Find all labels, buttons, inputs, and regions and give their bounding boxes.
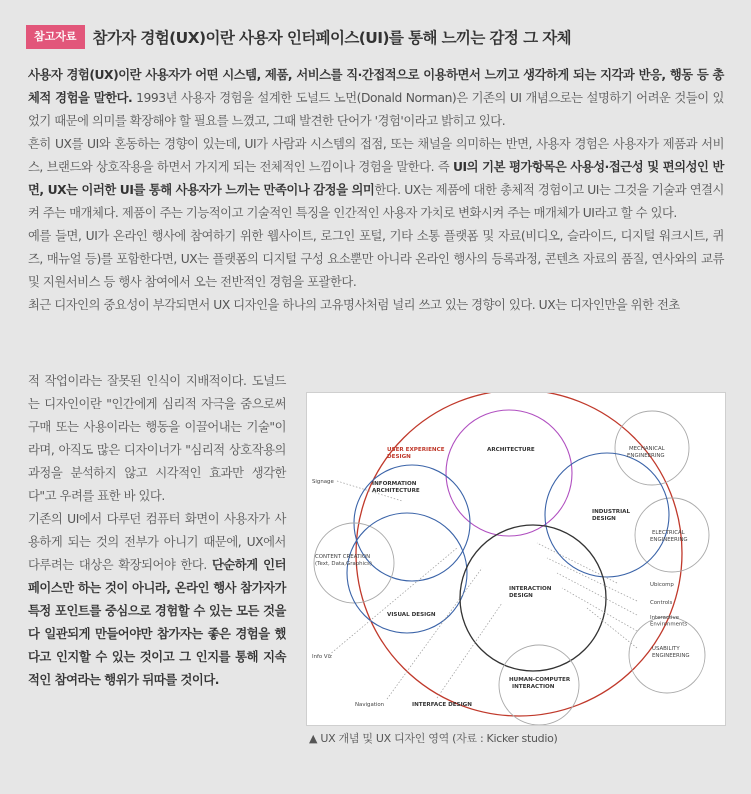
label-signage: Signage — [312, 479, 334, 485]
page-title: 참가자 경험(UX)이란 사용자 인터페이스(UI)를 통해 느끼는 감정 그 자체 — [92, 29, 572, 47]
label-ubicomp: Ubicomp — [650, 582, 674, 588]
industrial-circle — [545, 453, 669, 577]
label-mechanical: MECHANICAL ENGINEERING — [627, 446, 665, 459]
left-column — [28, 370, 286, 692]
section-header — [26, 24, 571, 50]
label-interaction: INTERACTION DESIGN — [509, 586, 552, 599]
paragraph-2-bold: UI의 기본 평가항목은 사용성·접근성 및 편의성인 반면, UX는 이러한 UI를 통해 사용자가 느끼는 만족이나 감정을 의미 — [28, 160, 724, 197]
paragraph-2 — [28, 133, 724, 225]
label-electrical: ELECTRICAL ENGINEERING — [650, 530, 688, 543]
paragraph-2-text-b: 한다. UX는 제품에 대한 총체적 경험이고 UI는 그것을 기술과 연결시켜 주는 매개체다. 제품이 주는 기능적이고 기술적인 특징을 인간적인 사용자 가치로 변화시켜 주는 매개체가 UI라고 할 수 있다. — [28, 183, 724, 220]
reference-badge: 참고자료 — [26, 25, 85, 49]
label-infoviz: Info Viz — [312, 654, 332, 660]
label-interactive-env: Interactive Environments — [650, 615, 688, 628]
ux-diagram — [307, 393, 725, 725]
label-usability: USABILITY ENGINEERING — [652, 646, 690, 659]
article-body — [28, 64, 724, 317]
paragraph-5 — [28, 508, 286, 692]
connector-lines — [329, 481, 637, 699]
label-content: CONTENT CREATION (Text, Data,Graphics) — [315, 554, 372, 567]
ux-circle — [356, 393, 682, 716]
label-visual: VISUAL DESIGN — [387, 612, 436, 618]
label-controls: Controls — [650, 600, 673, 606]
paragraph-1 — [28, 64, 724, 133]
paragraph-5-bold: 단순하게 인터페이스만 하는 것이 아니라, 온라인 행사 참가자가 특정 포인트를 중심으로 경험할 수 있는 모든 것을 다 일관되게 만들어야만 참가자는 좋은 경험을 했다고 인지할 수 있는 것이고 그 인지를 통해 지속적인 참여라는 행위가 뒤따를 것이다. — [28, 558, 286, 687]
paragraph-2-text-a: 흔히 UX를 UI와 혼동하는 경향이 있는데, UI가 사람과 시스템의 접점, 또는 채널을 의미하는 반면, 사용자 경험은 사용자가 제품과 서비스, 브랜드와 상호작용을 하면서 가지게 되는 전체적인 느낌이나 경험을 말한다. 즉 — [28, 137, 724, 174]
paragraph-3: 예를 들면, UI가 온라인 행사에 참여하기 위한 웹사이트, 로그인 포털, 기타 소통 플랫폼 및 자료(비디오, 슬라이드, 디지털 워크시트, 퀴즈, 매뉴얼 등)를 포함한다면, UX는 플랫폼의 디지털 구성 요소뿐만 아니라 온라인 행사의 등록과정, 콘텐츠 자료의 품질, 연사와의 교류 및 지원서비스 등 행사 참여에서 오는 전반적인 경험을 포괄한다. — [28, 229, 724, 289]
label-ux-design: USER EXPERIENCE DESIGN — [387, 447, 445, 460]
label-industrial: INDUSTRIAL DESIGN — [592, 509, 631, 522]
paragraph-4-first-line: 최근 디자인의 중요성이 부각되면서 UX 디자인을 하나의 고유명사처럼 널리 쓰고 있는 경향이 있다. UX는 디자인만을 위한 전초 — [28, 298, 680, 312]
ux-diagram-figure — [306, 392, 726, 726]
paragraph-1-text: 1993년 사용자 경험을 설계한 도널드 노먼(Donald Norman)은 기존의 UI 개념으로는 설명하기 어려운 것들이 있었기 때문에 의미를 확장해야 할 필요를 느꼈고, 그때 발견한 단어가 '경험'이라고 밝히고 있다. — [28, 91, 724, 128]
label-interface: INTERFACE DESIGN — [412, 702, 472, 708]
figure-caption: ▲ UX 개념 및 UX 디자인 영역 (자료 : Kicker studio) — [309, 732, 558, 745]
paragraph-1-bold: 사용자 경험(UX)이란 사용자가 어떤 시스템, 제품, 서비스를 직·간접적으로 이용하면서 느끼고 생각하게 되는 지각과 반응, 행동 등 총체적 경험을 말한다. — [28, 68, 724, 105]
label-info-arch: INFORMATION ARCHITECTURE — [372, 481, 420, 494]
architecture-circle — [446, 410, 572, 536]
label-navigation: Navigation — [355, 702, 385, 708]
interaction-circle — [460, 525, 606, 671]
paragraph-4-cont: 적 작업이라는 잘못된 인식이 지배적이다. 도널드는 디자인이란 "인간에게 심리적 자극을 줌으로써 구매 또는 사용이라는 행동을 이끌어내는 기술"이라며, 아직도 많은 디자이너가 "심리적 상호작용의 과정을 분석하지 않고 시각적인 효과만 생각한다"고 우려를 표한 바 있다. — [28, 374, 286, 503]
label-hci: HUMAN-COMPUTER INTERACTION — [509, 677, 571, 690]
label-architecture: ARCHITECTURE — [487, 447, 535, 453]
paragraph-5-text: 기존의 UI에서 다루던 컴퓨터 화면이 사용자가 사용하게 되는 것의 전부가 아니기 때문에, UX에서 다루려는 대상은 확장되어야 한다. — [28, 512, 286, 572]
